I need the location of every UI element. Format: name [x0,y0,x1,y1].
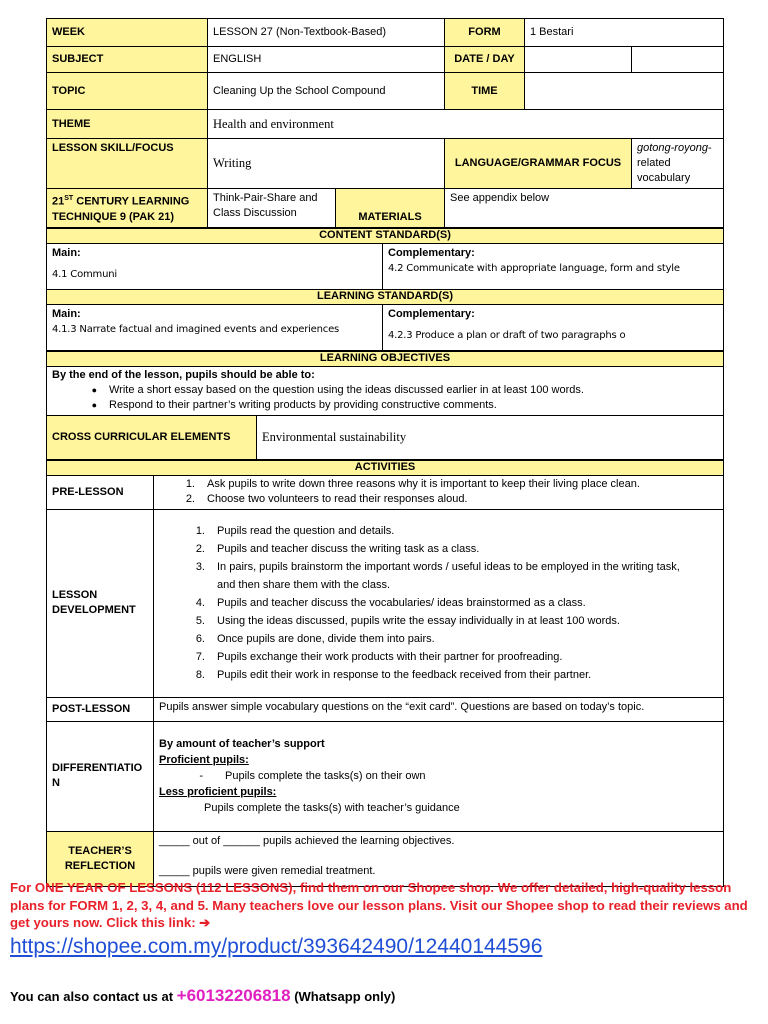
teacher-reflection-body: _____ out of ______ pupils achieved the learning objectives. _____ pupils were given remedial treatment. [154,831,724,886]
list-item: 3. In pairs, pupils brainstorm the important words / useful ideas to be employed in the writing task, [195,561,680,574]
list-item: 1. Pupils read the question and details. [195,525,395,538]
skill-value: Writing [208,139,445,189]
form-label: FORM [445,19,525,47]
content-standard-main: Main: 4.1 Communi [47,243,383,289]
list-item: 7. Pupils exchange their work products with their partner for proofreading. [195,651,563,664]
list-item: 2. Pupils and teacher discuss the writing task as a class. [195,543,480,556]
materials-value: See appendix below [445,189,724,228]
century-learning-label: 21ST CENTURY LEARNING TECHNIQUE 9 (PAK 21) [47,189,208,228]
date-value [525,47,632,73]
pre-lesson-label: PRE-LESSON [47,475,154,509]
topic-value: Cleaning Up the School Compound [208,73,445,110]
learning-objectives-header: LEARNING OBJECTIVES [47,351,724,366]
differentiation-label: DIFFERENTIATIO N [47,721,154,831]
pre-lesson-body [154,475,724,509]
list-item: 4. Pupils and teacher discuss the vocabularies/ ideas brainstormed as a class. [195,597,586,610]
list-item: ● Respond to their partner’s writing products by providing constructive comments. [52,398,718,413]
objectives-list [52,383,718,413]
lesson-development-body [154,509,724,697]
century-learning-value: Think-Pair-Share and Class Discussion [208,189,336,228]
differentiation-body: By amount of teacher’s support Proficient pupils: - Pupils complete the tasks(s) on their own Less proficient pupils: Pupils complete the tasks(s) with teacher’s guidance [154,721,724,831]
theme-value: Health and environment [208,110,724,139]
content-standard-header: CONTENT STANDARD(S) [47,228,724,243]
list-item: ● Write a short essay based on the question using the ideas discussed earlier in at least 100 words. [52,383,718,398]
time-value [525,73,724,110]
language-focus-label: LANGUAGE/GRAMMAR FOCUS [445,139,632,189]
list-item: 6. Once pupils are done, divide them into pairs. [195,633,435,646]
time-label: TIME [445,73,525,110]
week-label: WEEK [47,19,208,47]
promo-text: For ONE YEAR OF LESSONS (112 LESSONS), find them on our Shopee shop. We offer detailed, high-quality lesson plans for FORM 1, 2, 3, 4, and 5. Many teachers love our lesson plans. Visit our Shopee shop to read their reviews and get yours now. Click this link: ➔ [10,880,748,930]
bullet-icon: ● [91,384,97,395]
objectives-table [46,351,724,460]
content-standard-complementary: Complementary: 4.2 Communicate with appropriate language, form and style [383,243,724,289]
day-value [632,47,724,73]
list-item: and then share them with the class. [217,579,391,592]
cross-curricular-value: Environmental sustainability [257,415,724,459]
whatsapp-phone: +60132206818 [176,986,291,1005]
list-item: 5. Using the ideas discussed, pupils write the essay individually in at least 100 words. [195,615,620,628]
bullet-icon: ● [91,399,97,410]
learning-standard-main: Main: 4.1.3 Narrate factual and imagined events and experiences [47,304,383,350]
lesson-plan-header-table [46,18,724,228]
week-value: LESSON 27 (Non-Textbook-Based) [208,19,445,47]
cross-curricular-label: CROSS CURRICULAR ELEMENTS [47,415,257,459]
learning-standard-complementary: Complementary: 4.2.3 Produce a plan or draft of two paragraphs o [383,304,724,350]
skill-label: LESSON SKILL/FOCUS [47,139,208,189]
topic-label: TOPIC [47,73,208,110]
post-lesson-label: POST-LESSON [47,697,154,721]
form-value: 1 Bestari [525,19,724,47]
shopee-link[interactable]: https://shopee.com.my/product/393642490/12440144596 [10,935,543,958]
subject-label: SUBJECT [47,47,208,73]
activities-table [46,460,724,887]
list-item: 2. Choose two volunteers to read their responses aloud. [185,493,468,506]
list-item: 8. Pupils edit their work in response to the feedback received from their partner. [195,669,592,682]
lesson-development-label: LESSON DEVELOPMENT [47,509,154,697]
post-lesson-body: Pupils answer simple vocabulary questions on the “exit card”. Questions are based on today’s topic. [154,697,724,721]
lesson-plan [46,18,723,887]
materials-label: MATERIALS [336,189,445,228]
list-item: 1. Ask pupils to write down three reasons why it is important to keep their living place clean. [185,478,640,491]
date-label: DATE / DAY [445,47,525,73]
activities-header: ACTIVITIES [47,460,724,475]
learning-objectives-body: By the end of the lesson, pupils should be able to: ● Write a short essay based on the question using the ideas discussed earlier in at least 100 words. ● Respond to their partner’s writing products by providing constructive comments. [47,366,724,415]
standards-table [46,228,724,351]
theme-label: THEME [47,110,208,139]
learning-standard-header: LEARNING STANDARD(S) [47,289,724,304]
subject-value: ENGLISH [208,47,445,73]
language-focus-value: gotong-royong-related vocabulary [632,139,724,189]
teacher-reflection-label: TEACHER’S REFLECTION [47,831,154,886]
contact-line: You can also contact us at +60132206818 (Whatsapp only) [10,986,396,1005]
